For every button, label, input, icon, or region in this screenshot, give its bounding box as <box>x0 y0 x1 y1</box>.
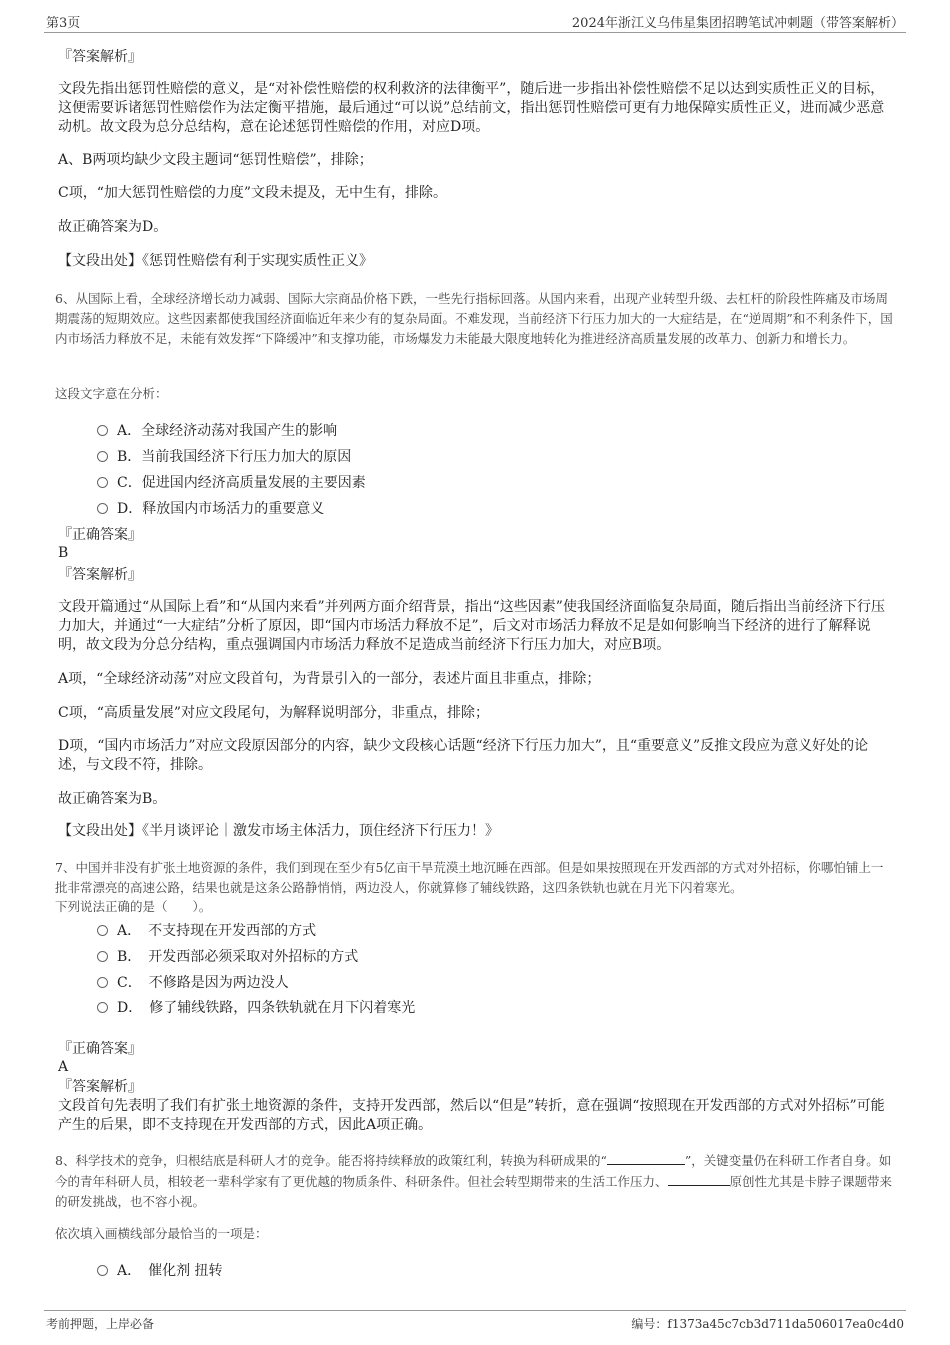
option-c[interactable]: C． 不修路是因为两边没人 <box>97 972 289 992</box>
option-b[interactable]: B．当前我国经济下行压力加大的原因 <box>97 446 351 466</box>
passage-source: 【文段出处】《惩罚性赔偿有利于实现实质性正义》 <box>58 253 373 269</box>
question-stem: 6、从国际上看，全球经济增长动力减弱、国际大宗商品价格下跌，一些先行指标回落。从国内来看，出现产业转型升级、去杠杆的阶段性阵痛及市场周期震荡的短期效应。这些因素都使我国经济面临近年来少有的复杂局面。不难发现，当前经济下行压力加大的一大症结是，在“逆周期”和不利条件下，国内市场活力释放不足，未能有效发挥“下降缓冲”和支撑功能，市场爆发力未能最大限度地转化为推进经济高质量发展的改革力、创新力和增长力。 <box>55 291 893 346</box>
correct-answer: A <box>58 1059 69 1075</box>
answer-analysis-label: 『答案解析』 <box>58 567 142 583</box>
option-b[interactable]: B． 开发西部必须采取对外招标的方式 <box>97 946 358 966</box>
question-stem: 8、科学技术的竞争，归根结底是科研人才的竞争。能否将持续释放的政策红利，转换为科研成果的“ ”，关键变量仍在科研工作者自身。如今的青年科研人员，相较老一辈科学家有了更优越的物质条件、科研条件。但社会转型期带来的生活工作压力、 原创性尤其是卡脖子课题带来的研发挑战，也不容小视。 <box>55 1150 900 1212</box>
analysis-paragraph: 文段开篇通过“从国际上看”和“从国内来看”并列两方面介绍背景，指出“这些因素”使我国经济面临复杂局面，随后指出当前经济下行压力加大，并通过“一大症结”分析了原因，即“国内市场活力释放不足”，后文对市场活力释放不足是如何影响当下经济的进行了解释说明，故文段为分总分结构，重点强调国内市场活力释放不足造成当前经济下行压力加大，对应B项。 <box>58 599 885 653</box>
document-title: 2024年浙江义乌伟星集团招聘笔试冲刺题（带答案解析） <box>571 16 904 31</box>
option-c[interactable]: C．促进国内经济高质量发展的主要因素 <box>97 472 366 492</box>
footer-slogan: 考前押题，上岸必备 <box>46 1317 155 1331</box>
question-stem: 7、中国并非没有扩张土地资源的条件，我们到现在至少有5亿亩干旱荒漠土地沉睡在西部。但是如果按照现在开发西部的方式对外招标，你哪怕铺上一批非常漂亮的高速公路，结果也就是这条公路静悄悄，两边没人，你就算修了辅线铁路，这四条铁轨也就在月光下闪着寒光。 <box>55 860 884 895</box>
radio-icon[interactable] <box>97 925 108 936</box>
radio-icon[interactable] <box>97 1265 108 1276</box>
fill-blank-2 <box>668 1171 730 1186</box>
page-number: 第3页 <box>46 16 81 31</box>
option-a[interactable]: A． 不支持现在开发西部的方式 <box>97 920 316 940</box>
option-d[interactable]: D． 修了辅线铁路，四条铁轨就在月下闪着寒光 <box>97 997 415 1017</box>
question-prompt: 这段文字意在分析： <box>55 386 168 401</box>
analysis-paragraph: C项，“加大惩罚性赔偿的力度”文段未提及，无中生有，排除。 <box>58 185 448 201</box>
radio-icon[interactable] <box>97 451 108 462</box>
analysis-paragraph: D项，“国内市场活力”对应文段原因部分的内容，缺少文段核心话题“经济下行压力加大”，且“重要意义”反推文段应为意义好处的论述，与文段不符，排除。 <box>58 738 869 773</box>
header-divider <box>44 32 906 33</box>
document-code: 编号：f1373a45c7cb3d711da506017ea0c4d0 <box>631 1317 904 1331</box>
analysis-paragraph: A、B两项均缺少文段主题词“惩罚性赔偿”，排除； <box>58 152 373 168</box>
analysis-paragraph: 故正确答案为B。 <box>58 791 167 807</box>
answer-analysis-label: 『答案解析』 <box>58 1079 142 1095</box>
correct-answer: B <box>58 545 69 561</box>
analysis-paragraph: C项，“高质量发展”对应文段尾句，为解释说明部分，非重点，排除； <box>58 705 490 721</box>
answer-analysis-label: 『答案解析』 <box>58 49 142 65</box>
analysis-paragraph: 文段首句先表明了我们有扩张土地资源的条件，支持开发西部，然后以“但是”转折，意在强调“按照现在开发西部的方式对外招标”可能产生的后果，即不支持现在开发西部的方式，因此A项正确。 <box>58 1098 885 1133</box>
analysis-paragraph: 文段先指出惩罚性赔偿的意义，是“对补偿性赔偿的权利救济的法律衡平”，随后进一步指出补偿性赔偿不足以达到实质性正义的目标，这便需要诉诸惩罚性赔偿作为法定衡平措施，最后通过“可以说”总结前文，指出惩罚性赔偿可更有力地保障实质性正义，进而减少恶意动机。故文段为总分总结构，意在论述惩罚性赔偿的作用，对应D项。 <box>58 81 885 135</box>
radio-icon[interactable] <box>97 503 108 514</box>
radio-icon[interactable] <box>97 477 108 488</box>
question-prompt: 下列说法正确的是（ ）。 <box>55 899 212 914</box>
analysis-paragraph: A项，“全球经济动荡”对应文段首句，为背景引入的一部分，表述片面且非重点，排除； <box>58 671 601 687</box>
option-a[interactable]: A．全球经济动荡对我国产生的影响 <box>97 420 337 440</box>
footer-divider <box>44 1310 906 1311</box>
passage-source: 【文段出处】《半月谈评论｜激发市场主体活力，顶住经济下行压力！》 <box>58 823 499 839</box>
fill-blank-1 <box>607 1150 685 1165</box>
question-prompt: 依次填入画横线部分最恰当的一项是： <box>55 1226 268 1241</box>
radio-icon[interactable] <box>97 425 108 436</box>
correct-answer-label: 『正确答案』 <box>58 527 142 543</box>
analysis-paragraph: 故正确答案为D。 <box>58 219 168 235</box>
option-d[interactable]: D．释放国内市场活力的重要意义 <box>97 498 324 518</box>
radio-icon[interactable] <box>97 977 108 988</box>
correct-answer-label: 『正确答案』 <box>58 1041 142 1057</box>
option-a[interactable]: A． 催化剂 扭转 <box>97 1260 223 1280</box>
radio-icon[interactable] <box>97 1002 108 1013</box>
radio-icon[interactable] <box>97 951 108 962</box>
